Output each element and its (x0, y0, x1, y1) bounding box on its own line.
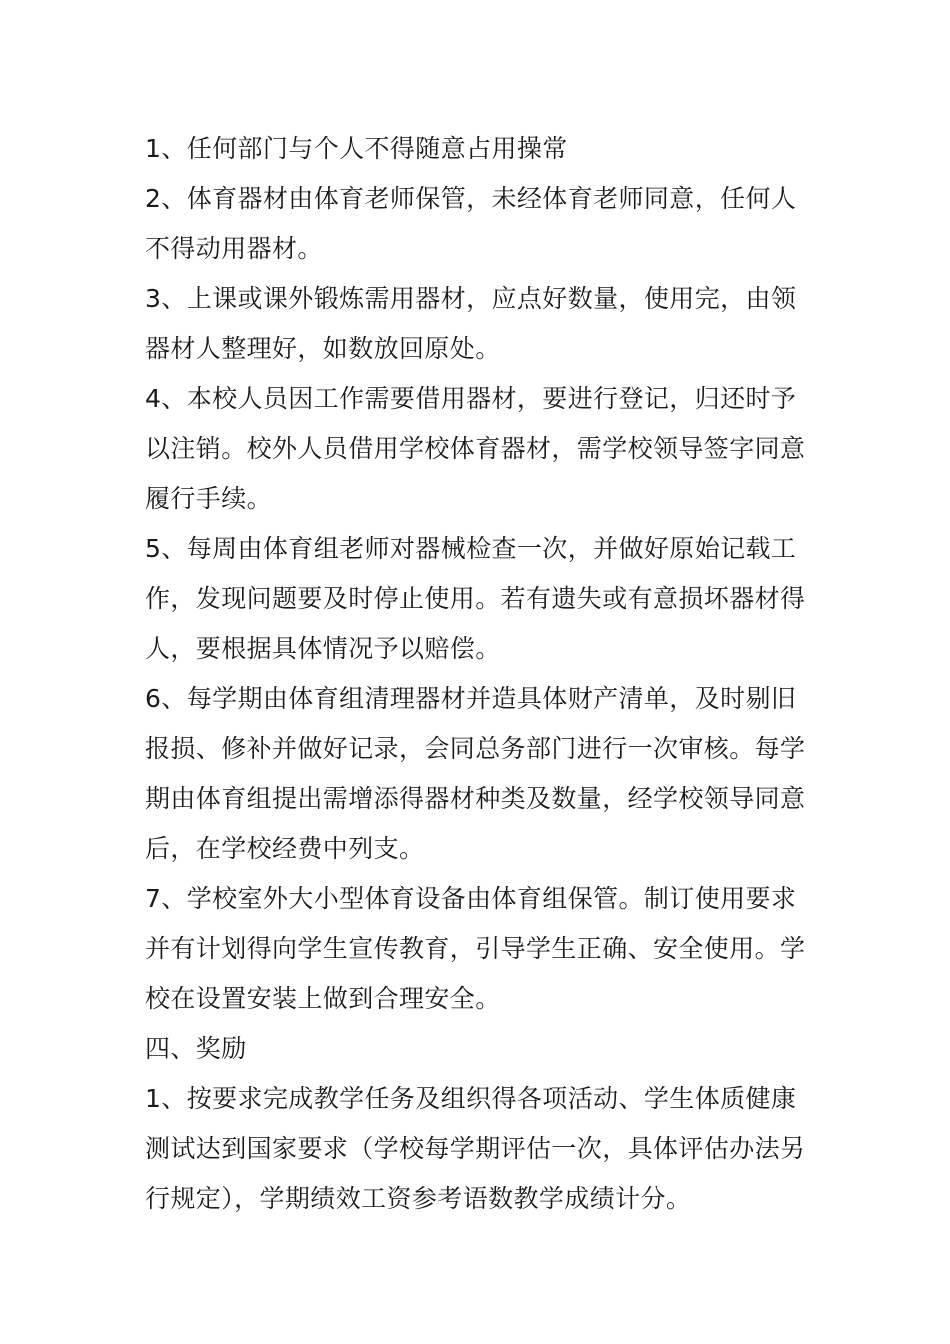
paragraph-rule-7: 7、学校室外大小型体育设备由体育组保管。制订使用要求并有计划得向学生宣传教育，引导学生正确、安全使用。学校在设置安装上做到合理安全。 (145, 884, 806, 1013)
paragraph-reward-1: 1、按要求完成教学任务及组织得各项活动、学生体质健康测试达到国家要求（学校每学期评估一次，具体评估办法另行规定），学期绩效工资参考语数教学成绩计分。 (145, 1084, 806, 1213)
section-heading-rewards: 四、奖励 (145, 1034, 247, 1063)
document-body (145, 124, 810, 1224)
paragraph-rule-4: 4、本校人员因工作需要借用器材，要进行登记，归还时予以注销。校外人员借用学校体育器材，需学校领导签字同意履行手续。 (145, 384, 806, 513)
paragraph-rule-6: 6、每学期由体育组清理器材并造具体财产清单，及时剔旧报损、修补并做好记录，会同总务部门进行一次审核。每学期由体育组提出需增添得器材种类及数量，经学校领导同意后，在学校经费中列支。 (145, 684, 806, 863)
paragraph-rule-3: 3、上课或课外锻炼需用器材，应点好数量，使用完，由领器材人整理好，如数放回原处。 (145, 284, 797, 363)
paragraph-rule-2: 2、体育器材由体育老师保管，未经体育老师同意，任何人不得动用器材。 (145, 184, 797, 263)
paragraph-rule-5: 5、每周由体育组老师对器械检查一次，并做好原始记载工作，发现问题要及时停止使用。若有遗失或有意损坏器材得人，要根据具体情况予以赔偿。 (145, 534, 806, 663)
paragraph-rule-1: 1、任何部门与个人不得随意占用操常 (145, 134, 568, 163)
